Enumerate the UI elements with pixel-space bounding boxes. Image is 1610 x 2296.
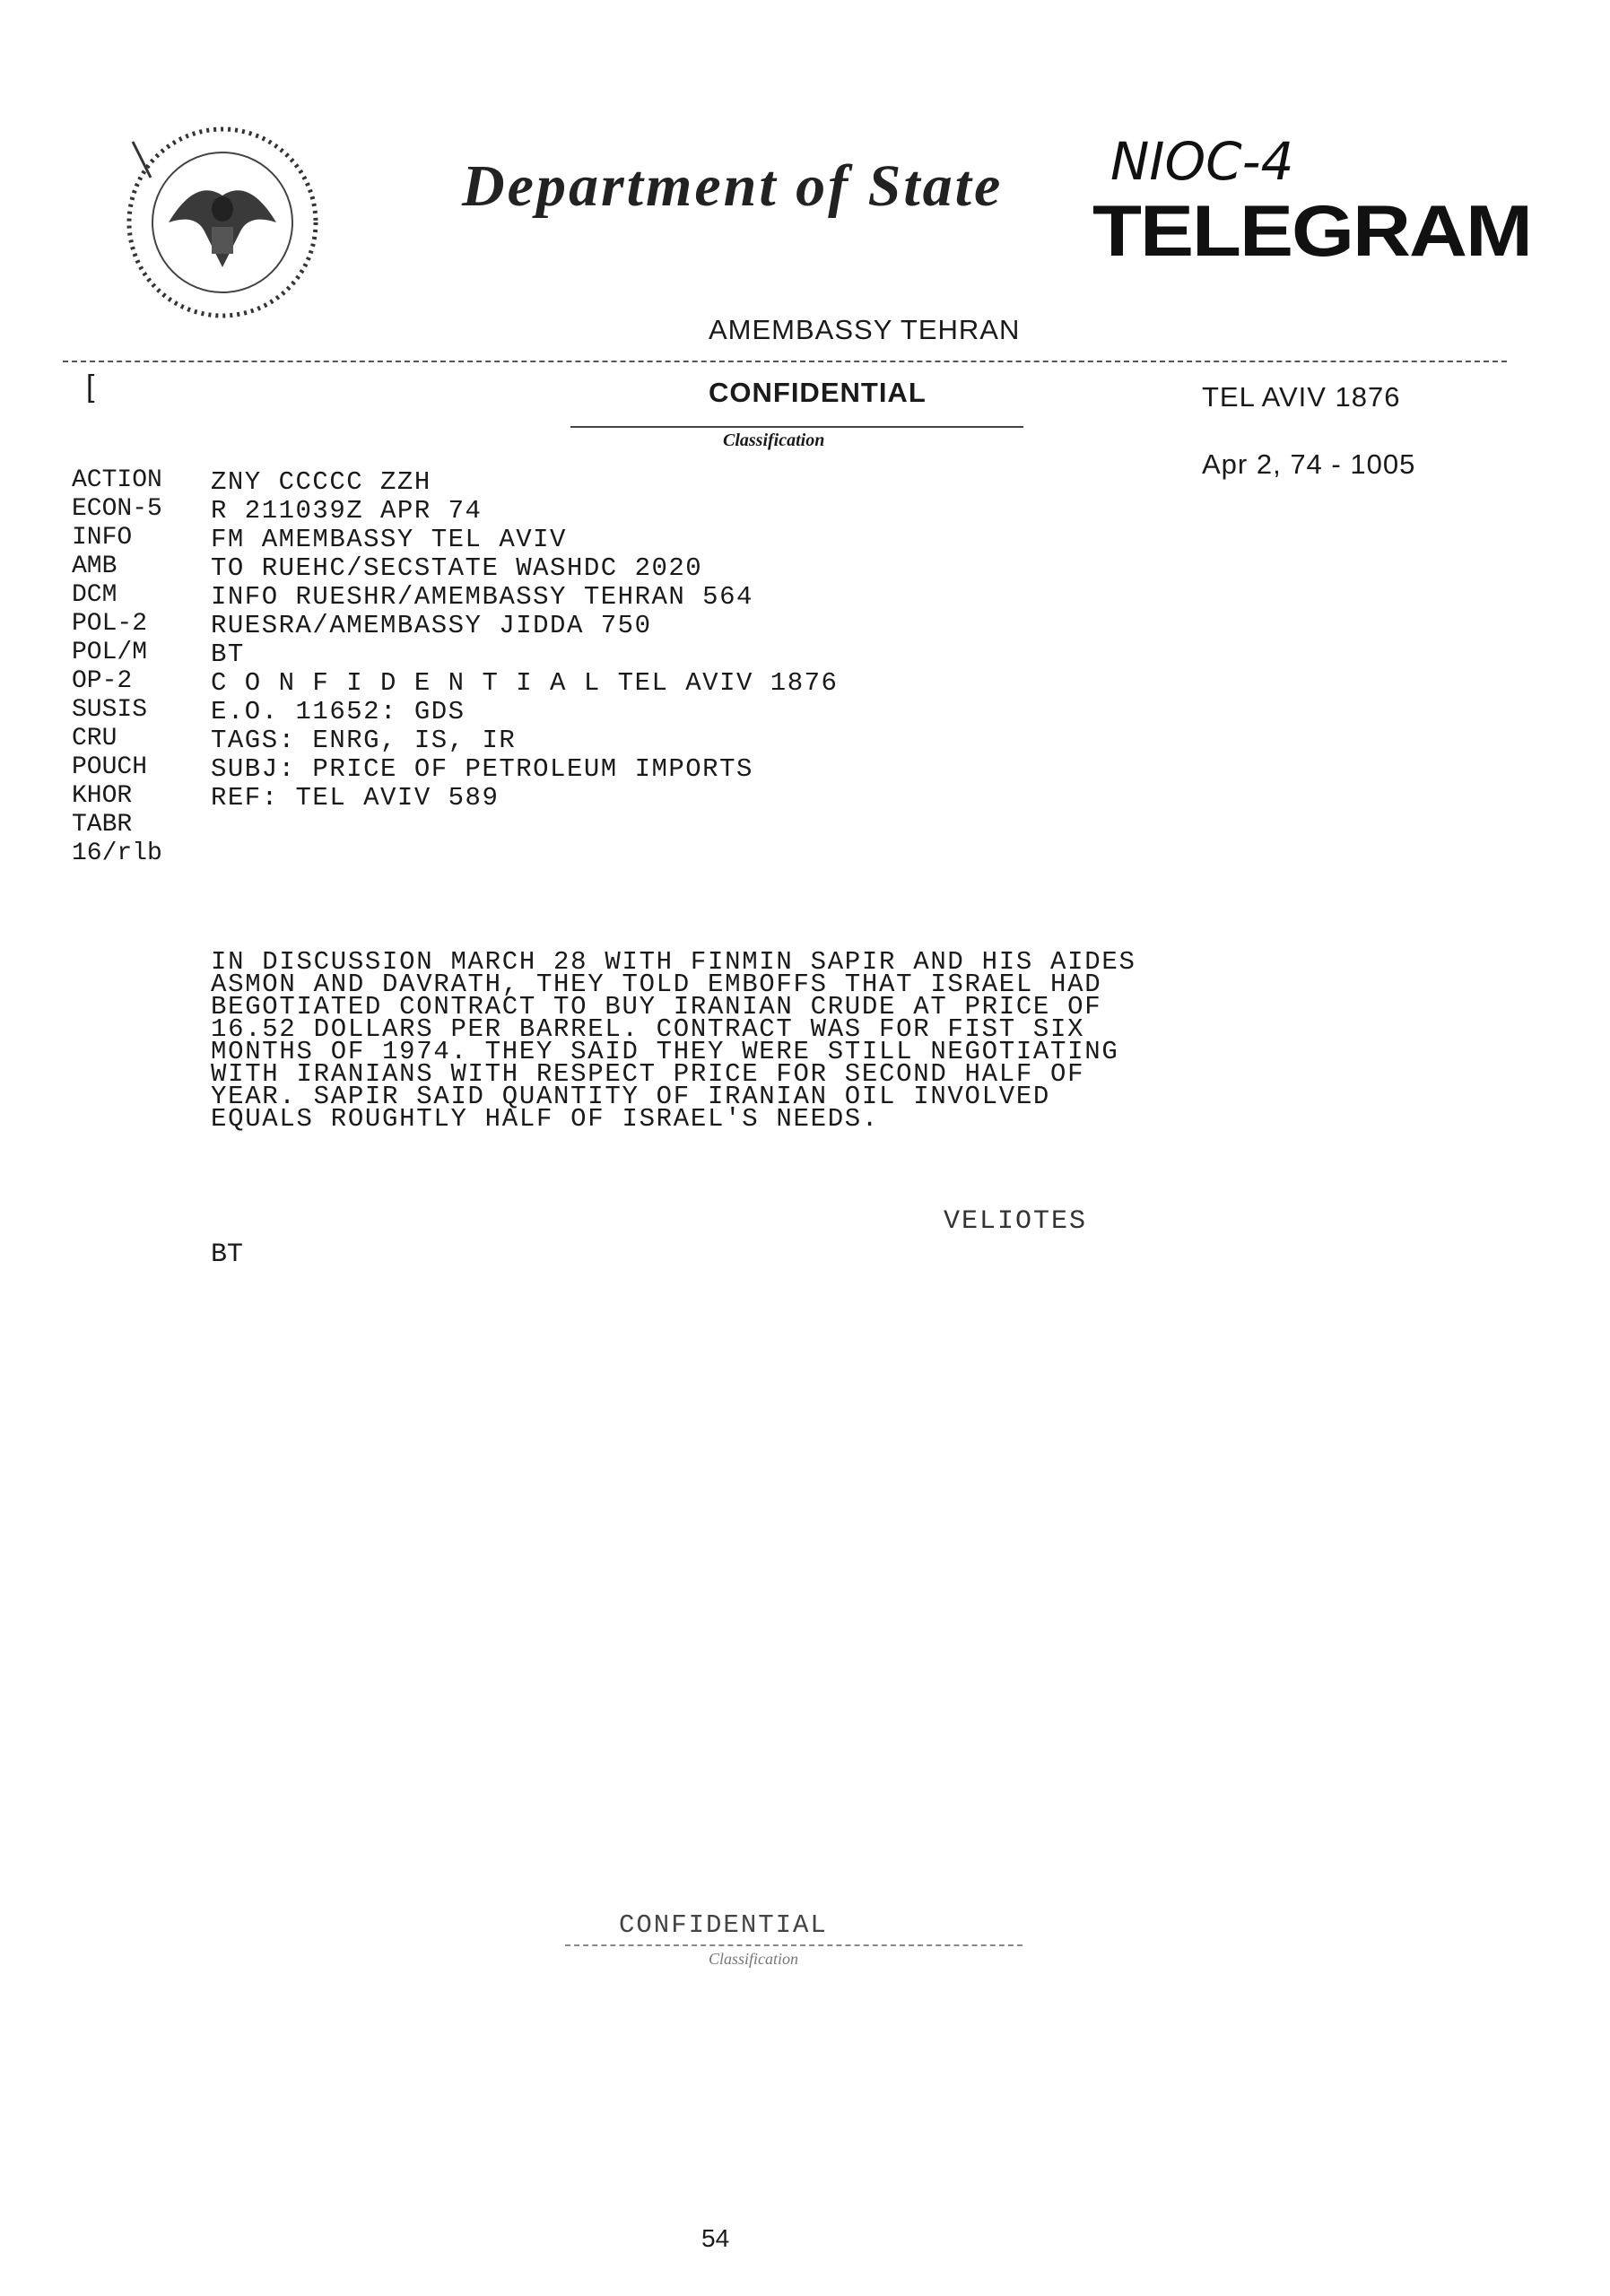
routing-item: TABR (72, 811, 133, 839)
message-header (211, 468, 838, 813)
body-line: EQUALS ROUGHTLY HALF OF ISRAEL'S NEEDS. (211, 1104, 880, 1134)
classification-label: Classification (723, 430, 825, 450)
classification: CONFIDENTIAL (709, 377, 927, 408)
routing-item: KHOR (72, 782, 133, 810)
message-body (211, 947, 1136, 1134)
routing-item: 16/rlb (72, 839, 162, 867)
routing-item: CRU (72, 725, 117, 752)
routing-item: POUCH (72, 753, 148, 781)
routing-item: DCM (72, 581, 117, 609)
telegram-label: TELEGRAM (1092, 190, 1531, 272)
routing-item: SUSIS (72, 696, 148, 724)
routing-item: POL/M (72, 639, 148, 666)
addressee: AMEMBASSY TEHRAN (709, 314, 1021, 345)
department-title: Department of State (462, 153, 1004, 219)
body-line: YEAR. SAPIR SAID QUANTITY OF IRANIAN OIL INVOLVED (211, 1082, 1051, 1111)
header-divider (63, 361, 1507, 362)
routing-list (72, 466, 206, 868)
routing-item: ACTION (72, 466, 162, 494)
message-line: C O N F I D E N T I A L TEL AVIV 1876 (211, 668, 839, 698)
body-line: 16.52 DOLLARS PER BARREL. CONTRACT WAS FOR FIST SIX (211, 1014, 1085, 1044)
routing-item: AMB (72, 552, 117, 580)
footer-rule (565, 1944, 1023, 1946)
message-line: ZNY CCCCC ZZH (211, 467, 431, 497)
message-line: BT (211, 639, 245, 669)
body-line: WITH IRANIANS WITH RESPECT PRICE FOR SECOND HALF OF (211, 1059, 1085, 1089)
routing-item: POL-2 (72, 610, 148, 638)
bracket-mark: [ (86, 370, 95, 404)
classification-rule (570, 426, 1023, 428)
svg-text:NIOC-4: NIOC-4 (1110, 131, 1294, 192)
body-line: ASMON AND DAVRATH, THEY TOLD EMBOFFS THAT ISRAEL HAD (211, 970, 1102, 999)
message-line: SUBJ: PRICE OF PETROLEUM IMPORTS (211, 754, 753, 784)
body-line: IN DISCUSSION MARCH 28 WITH FINMIN SAPIR AND HIS AIDES (211, 947, 1136, 977)
routing-item: INFO (72, 524, 133, 552)
body-line: MONTHS OF 1974. THEY SAID THEY WERE STILL NEGOTIATING (211, 1037, 1119, 1066)
routing-item: ECON-5 (72, 495, 162, 523)
message-line: E.O. 11652: GDS (211, 697, 466, 726)
footer-classification-label: Classification (709, 1950, 799, 1968)
page-number: 54 (701, 2224, 730, 2252)
message-line: REF: TEL AVIV 589 (211, 783, 500, 813)
date-time: Apr 2, 74 - 1005 (1202, 448, 1416, 480)
closing-mark: BT (211, 1239, 244, 1270)
message-line: R 211039Z APR 74 (211, 496, 483, 526)
routing-item: OP-2 (72, 667, 133, 695)
message-line: TAGS: ENRG, IS, IR (211, 726, 517, 755)
body-line: BEGOTIATED CONTRACT TO BUY IRANIAN CRUDE AT PRICE OF (211, 992, 1102, 1022)
message-line: TO RUEHC/SECSTATE WASHDC 2020 (211, 553, 703, 583)
telegram-number: TEL AVIV 1876 (1202, 381, 1401, 413)
department-seal-icon (115, 115, 330, 330)
message-line: FM AMEMBASSY TEL AVIV (211, 525, 567, 554)
footer-classification: CONFIDENTIAL (619, 1910, 828, 1940)
message-line: RUESRA/AMEMBASSY JIDDA 750 (211, 611, 652, 640)
signature: VELIOTES (944, 1206, 1088, 1237)
message-line: INFO RUESHR/AMEMBASSY TEHRAN 564 (211, 582, 753, 612)
